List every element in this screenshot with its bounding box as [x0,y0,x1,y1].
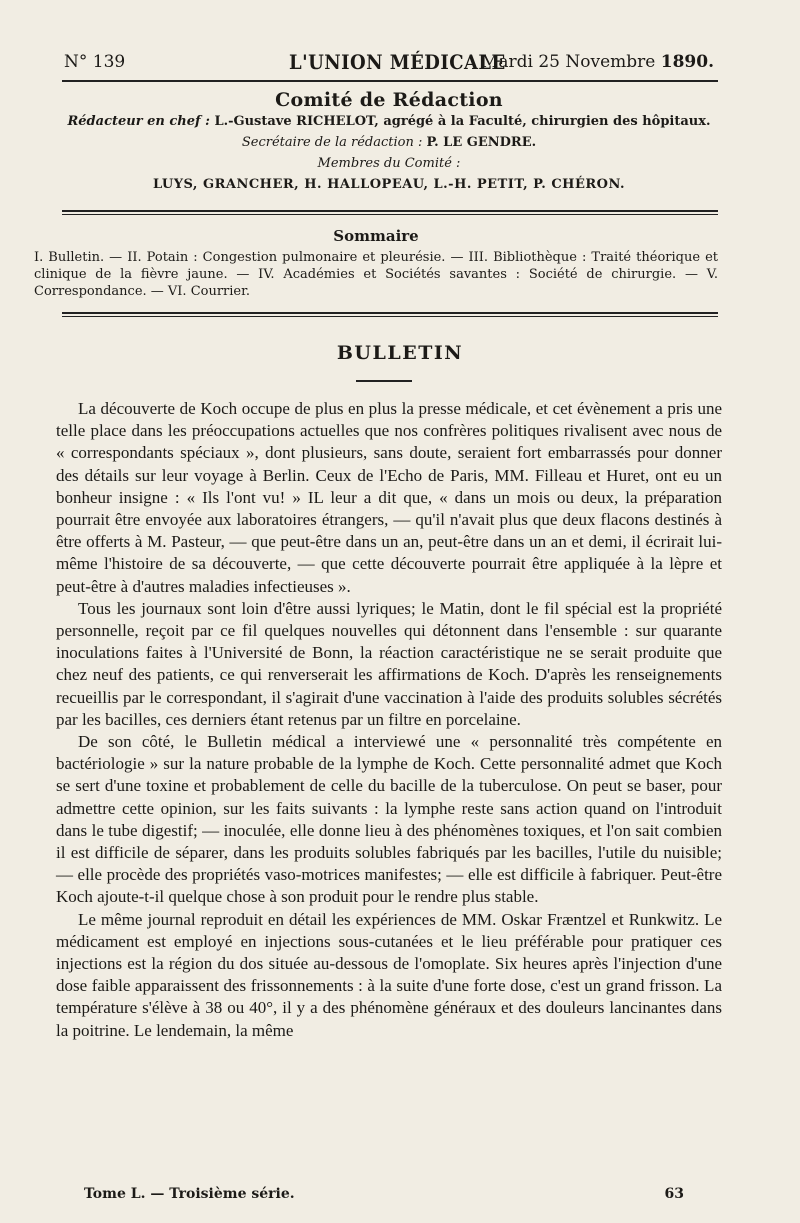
comite-block [64,90,714,195]
redacteur-text: L.-Gustave RICHELOT, agrégé à la Faculté, chirurgien des hôpitaux. [214,114,711,129]
redacteur-label: Rédacteur en chef : [67,114,210,129]
article-paragraph: La découverte de Koch occupe de plus en plus la presse médicale, et cet évènement a pris une telle place dans les préoccupations actuelles que nos confrères politiques rivalisent avec nous de « correspondants spéciaux », dont plusieurs, sans doute, seraient fort embarrassés pour donner des détails sur leur voyage à Berlin. Ceux de l'Echo de Paris, MM. Filleau et Huret, ont eu un bonheur insigne : « Ils l'ont vu! » IL leur a dit que, « dans un mois ou deux, la préparation pourrait être envoyée aux laboratoires étrangers, — qu'il n'avait plus que deux flacons destinés à être offerts à M. Pasteur, — que peut-être dans un an, peut-être dans un an et demi, il écrirait lui-même l'histoire de sa découverte, — que cette découverte pourrait être appliquée à la lèpre et peut-être à d'autres maladies infectieuses ». [56,399,722,596]
article-body [56,398,722,1042]
article-paragraph: Le même journal reproduit en détail les expériences de MM. Oskar Fræntzel et Runkwitz. Le médicament est employé en injections sous-cutanées et le lieu préférable pour pratiquer ces injections est la région du dos située au-dessous de l'omoplate. Six heures après l'injection d'une dose faible apparaissent des frissonnements : à la suite d'une forte dose, c'est un grand frisson. La température s'élève à 38 ou 40°, il y a des phénomène généraux et des douleurs lancinantes dans la poitrine. Le lendemain, la même [56,909,722,1040]
issue-date-text: Mardi 25 Novembre [480,52,656,72]
comite-heading: Comité de Rédaction [275,89,503,111]
membres-line [64,153,714,174]
sommaire-items: I. Bulletin. — II. Potain : Congestion pulmonaire et pleurésie. — III. Bibliothèque : Traité théorique et clinique de la fièvre jaune. — IV. Académies et Sociétés savantes : Société de chirurgie. — V. Correspondance. — VI. Courrier. [34,250,718,299]
page-footer [84,1186,684,1202]
masthead [64,50,714,80]
issue-number: N° 139 [64,52,126,72]
membres-names: LUYS, GRANCHER, H. HALLOPEAU, L.-H. PETIT, P. CHÉRON. [152,177,626,192]
secretaire-label: Secrétaire de la rédaction : [241,135,423,150]
sommaire-rule-bottom [62,316,718,317]
page-number: 63 [664,1186,684,1202]
issue-date [481,52,714,72]
masthead-rule [62,80,718,82]
sommaire-block [34,228,718,300]
issue-year: 1890. [660,52,714,72]
article-title-rule [356,380,412,382]
secretaire-line [64,132,714,153]
redacteur-line [64,111,714,132]
comite-rule-top [62,210,718,212]
journal-title: L'UNION MÉDICALE [289,50,506,74]
comite-rule-bottom [62,214,718,215]
sommaire-heading: Sommaire [333,227,419,245]
article-paragraph: De son côté, le Bulletin médical a interviewé une « personnalité très compétente en bactériologie » sur la nature probable de la lymphe de Koch. Cette personnalité admet que Koch se sert d'une toxine et probablement de celle du bacille de la tuberculose. On peut se baser, pour admettre cette opinion, sur les faits suivants : la lymphe reste sans action quand on l'introduit dans le tube digestif; — inoculée, elle donne lieu à des phénomènes toxiques, et l'on sait combien il est difficile de séparer, dans les produits solubles fabriqués par les bacilles, l'utile du nuisible; — elle procède des propriétés vaso-motrices manifestes; — elle est difficile à fabriquer. Peut-être Koch ajoute-t-il quelque chose à son produit pour le rendre plus stable. [56,732,722,907]
tome-label: Tome L. — Troisième série. [84,1186,295,1202]
article-paragraph: Tous les journaux sont loin d'être aussi lyriques; le Matin, dont le fil spécial est la propriété personnelle, reçoit par ce fil quelques nouvelles qui détonnent dans l'ensemble : sur quarante inoculations faites à l'Université de Bonn, la réaction caractéristique ne se serait produite que chez neuf des patients, ce qui renverserait les affirmations de Koch. D'après les renseignements recueillis par le correspondant, il s'agirait d'une vaccination à l'aide des produits solubles sécrétés par les bacilles, ces derniers étant retenus par un filtre en porcelaine. [56,598,722,729]
membres-label: Membres du Comité : [317,156,461,171]
article-title: BULLETIN [336,342,464,364]
secretaire-name: P. LE GENDRE. [426,135,537,150]
sommaire-rule-top [62,312,718,314]
